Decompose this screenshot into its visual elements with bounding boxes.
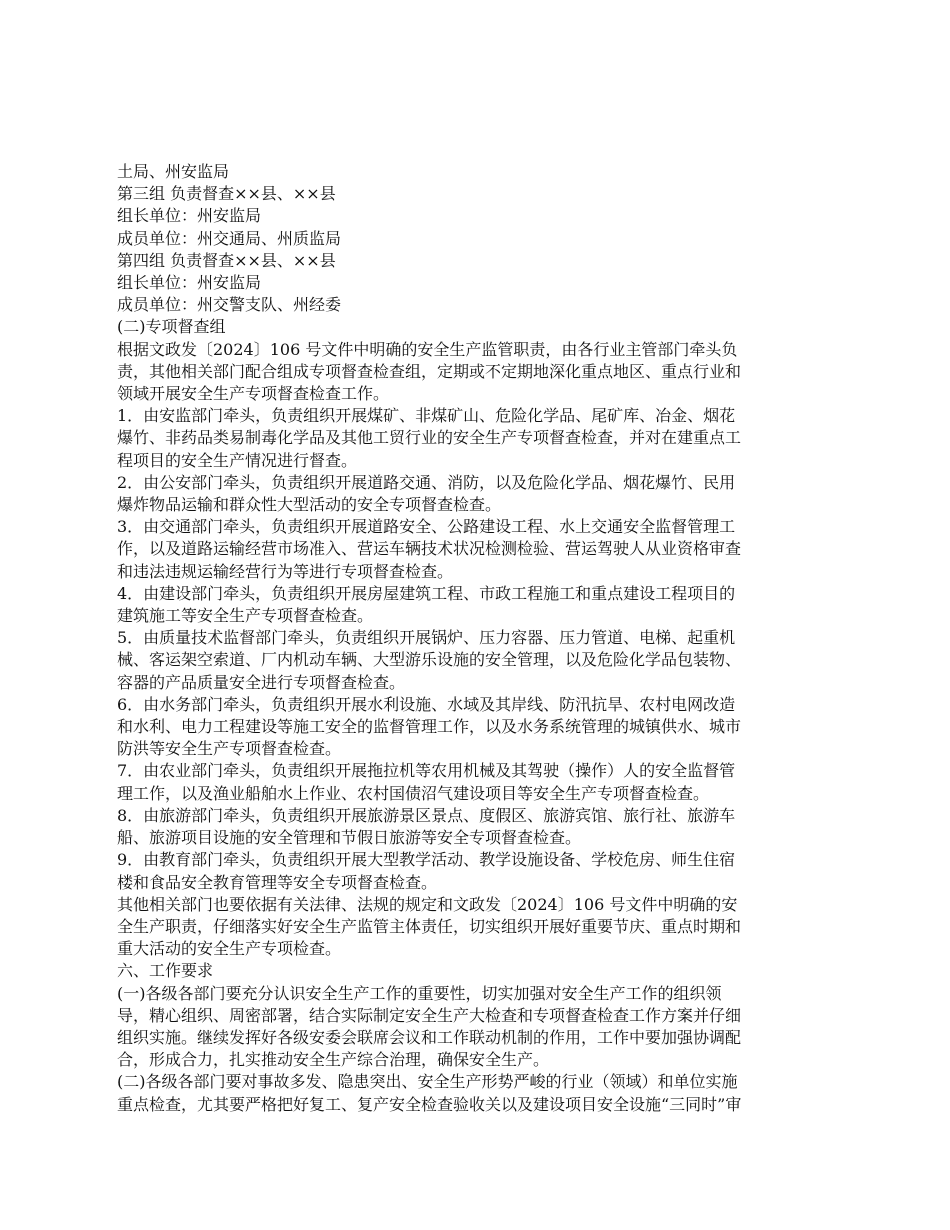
- text-line: 成员单位：州交通局、州质监局: [117, 228, 342, 248]
- paragraph: [117, 250, 843, 272]
- paragraph: [117, 849, 843, 893]
- paragraph: [117, 805, 843, 849]
- text-line: 组织实施。继续发挥好各级安委会联席会议和工作联动机制的作用，工作中要加强协调配: [117, 1027, 742, 1047]
- paragraph: [117, 339, 843, 406]
- paragraph: [117, 627, 843, 694]
- text-line: 程项目的安全生产情况进行督查。: [117, 450, 358, 470]
- text-line: 8．由旅游部门牵头，负责组织开展旅游景区景点、度假区、旅游宾馆、旅行社、旅游车: [117, 805, 736, 825]
- text-line: 其他相关部门也要依据有关法律、法规的规定和文政发〔2024〕106 号文件中明确的安: [117, 894, 738, 914]
- text-line: 根据文政发〔2024〕106 号文件中明确的安全生产监管职责，由各行业主管部门牵头负: [117, 339, 738, 359]
- text-line: 全生产职责，仔细落实好安全生产监管主体责任，切实组织开展好重要节庆、重点时期和: [117, 916, 742, 936]
- paragraph: [117, 205, 843, 227]
- paragraph: [117, 760, 843, 804]
- text-line: 爆竹、非药品类易制毒化学品及其他工贸行业的安全生产专项督查检查，并对在建重点工: [117, 428, 742, 448]
- text-line: 六、工作要求: [117, 961, 214, 981]
- text-line: 重大活动的安全生产专项检查。: [117, 939, 342, 959]
- paragraph: [117, 583, 843, 627]
- paragraph: [117, 960, 843, 982]
- text-line: 成员单位：州交警支队、州经委: [117, 295, 342, 315]
- paragraph: [117, 161, 843, 183]
- text-line: (一)各级各部门要充分认识安全生产工作的重要性，切实加强对安全生产工作的组织领: [117, 983, 722, 1003]
- paragraph: [117, 894, 843, 961]
- text-line: 组长单位：州安监局: [117, 273, 262, 293]
- text-line: 2．由公安部门牵头，负责组织开展道路交通、消防，以及危险化学品、烟花爆竹、民用: [117, 472, 736, 492]
- text-line: 作，以及道路运输经营市场准入、营运车辆技术状况检测检验、营运驾驶人从业资格审查: [117, 539, 742, 559]
- text-line: 1．由安监部门牵头，负责组织开展煤矿、非煤矿山、危险化学品、尾矿库、冶金、烟花: [117, 406, 736, 426]
- paragraph: [117, 516, 843, 583]
- text-line: 9．由教育部门牵头，负责组织开展大型教学活动、教学设施设备、学校危房、师生住宿: [117, 850, 736, 870]
- text-line: 3．由交通部门牵头，负责组织开展道路安全、公路建设工程、水上交通安全监督管理工: [117, 517, 736, 537]
- text-line: 责，其他相关部门配合组成专项督查检查组，定期或不定期地深化重点地区、重点行业和: [117, 361, 742, 381]
- text-line: 重点检查，尤其要严格把好复工、复产安全检查验收关以及建设项目安全设施“三同时”审: [117, 1094, 742, 1114]
- paragraph: [117, 228, 843, 250]
- text-line: 土局、州安监局: [117, 162, 230, 181]
- text-line: (二)各级各部门要对事故多发、隐患突出、安全生产形势严峻的行业（领域）和单位实施: [117, 1072, 738, 1092]
- text-line: 7．由农业部门牵头，负责组织开展拖拉机等农用机械及其驾驶（操作）人的安全监督管: [117, 761, 736, 781]
- paragraph: [117, 316, 843, 338]
- text-line: 爆炸物品运输和群众性大型活动的安全专项督查检查。: [117, 495, 502, 515]
- text-line: 领域开展安全生产专项督查检查工作。: [117, 384, 390, 404]
- text-line: (二)专项督查组: [117, 317, 226, 337]
- text-line: 理工作，以及渔业船舶水上作业、农村国债沼气建设项目等安全生产专项督查检查。: [117, 783, 710, 803]
- text-line: 合，形成合力，扎实推动安全生产综合治理，确保安全生产。: [117, 1050, 550, 1070]
- paragraph: [117, 983, 843, 1072]
- document-body: [117, 161, 843, 1116]
- text-line: 6．由水务部门牵头，负责组织开展水利设施、水域及其岸线、防汛抗旱、农村电网改造: [117, 694, 736, 714]
- text-line: 第四组 负责督查××县、××县: [117, 250, 336, 270]
- paragraph: [117, 472, 843, 516]
- text-line: 和水利、电力工程建设等施工安全的监督管理工作，以及水务系统管理的城镇供水、城市: [117, 717, 742, 737]
- paragraph: [117, 1071, 843, 1115]
- text-line: 械、客运架空索道、厂内机动车辆、大型游乐设施的安全管理，以及危险化学品包装物、: [117, 650, 742, 670]
- text-line: 组长单位：州安监局: [117, 206, 262, 226]
- paragraph: [117, 183, 843, 205]
- paragraph: [117, 272, 843, 294]
- text-line: 容器的产品质量安全进行专项督查检查。: [117, 672, 406, 692]
- text-line: 建筑施工等安全生产专项督查检查。: [117, 606, 374, 626]
- text-line: 5．由质量技术监督部门牵头，负责组织开展锅炉、压力容器、压力管道、电梯、起重机: [117, 628, 736, 648]
- text-line: 第三组 负责督查××县、××县: [117, 184, 336, 204]
- text-line: 楼和食品安全教育管理等安全专项督查检查。: [117, 872, 438, 892]
- text-line: 和违法违规运输经营行为等进行专项督查检查。: [117, 561, 454, 581]
- text-line: 4．由建设部门牵头，负责组织开展房屋建筑工程、市政工程施工和重点建设工程项目的: [117, 583, 736, 603]
- paragraph: [117, 405, 843, 472]
- text-line: 导，精心组织、周密部署，结合实际制定安全生产大检查和专项督查检查工作方案并仔细: [117, 1005, 742, 1025]
- text-line: 防洪等安全生产专项督查检查。: [117, 739, 342, 759]
- text-line: 船、旅游项目设施的安全管理和节假日旅游等安全专项督查检查。: [117, 828, 582, 848]
- paragraph: [117, 694, 843, 761]
- paragraph: [117, 294, 843, 316]
